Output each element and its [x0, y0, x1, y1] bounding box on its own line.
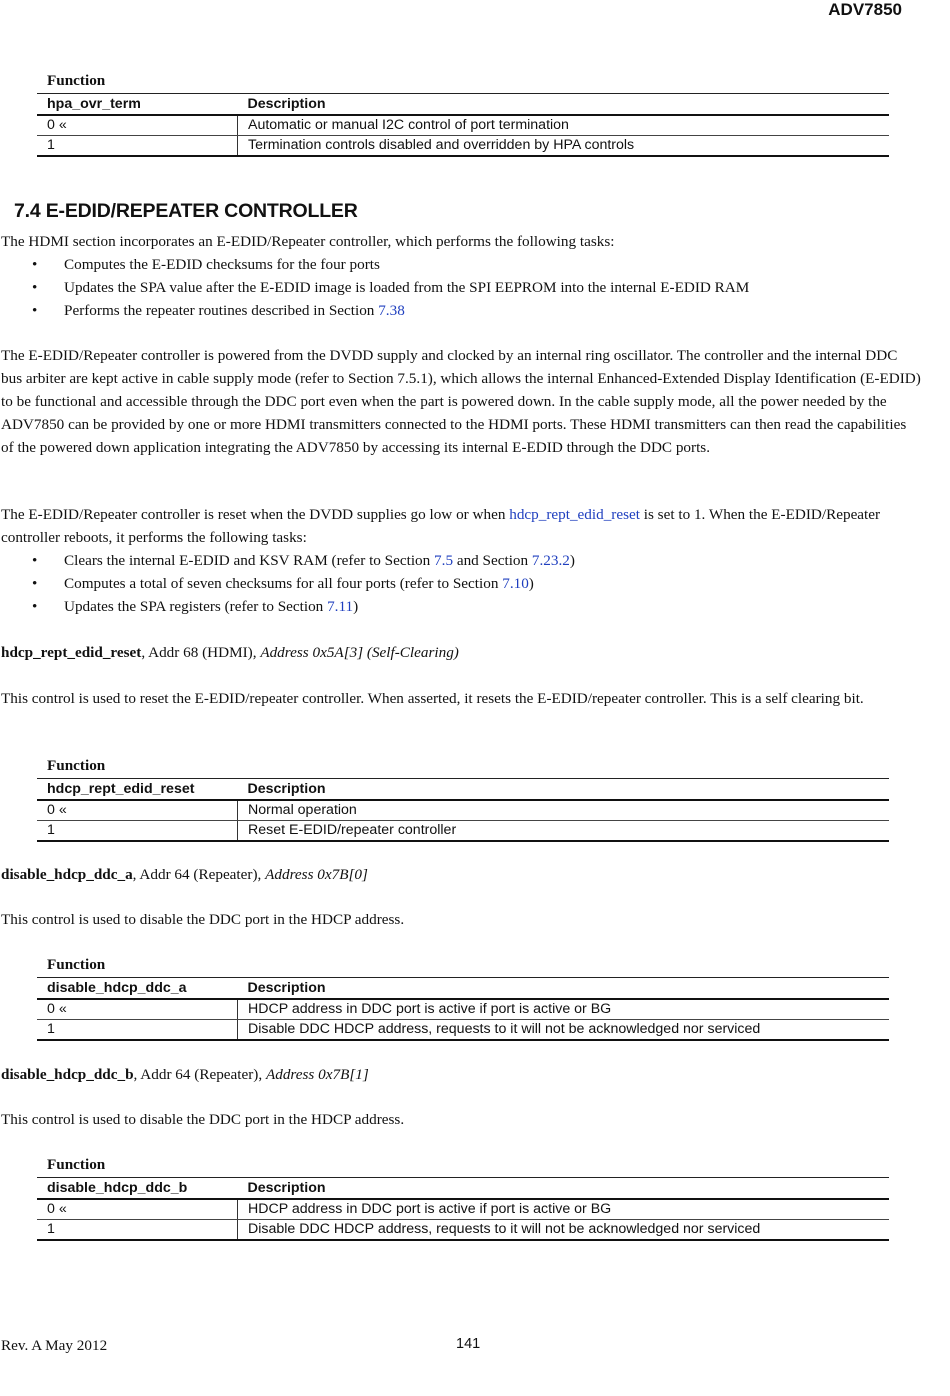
- table-cell-description: Disable DDC HDCP address, requests to it will not be acknowledged nor serviced: [238, 1020, 890, 1041]
- disable-hdcp-ddc-a-table: [37, 977, 889, 1041]
- list-item: • Computes the E-EDID checksums for the four ports: [32, 253, 380, 276]
- register-title: hdcp_rept_edid_reset, Addr 68 (HDMI), Address 0x5A[3] (Self-Clearing): [1, 644, 459, 661]
- function-label: Function: [47, 1156, 106, 1173]
- paragraph: The E-EDID/Repeater controller is powered from the DVDD supply and clocked by an internal ring oscillator. The controller and the internal DDC bus arbiter are kept active in cable supply mode (refer to Section 7.5.1), which allows the internal Enhanced-Extended Display Identification (E-EDID) to be functional and accessible through the DDC port even when the part is powered down. In the cable supply mode, all the power needed by the ADV7850 can be provided by one or more HDMI transmitters connected to the HDMI ports. These HDMI transmitters can then read the capabilities of the powered down application integrating the ADV7850 by accessing its internal E-EDID through the DDC ports.: [1, 347, 921, 456]
- table-header-description: Description: [238, 978, 890, 1000]
- paragraph: The E-EDID/Repeater controller is reset when the DVDD supplies go low or when hdcp_rept_edid_reset is set to 1. When the E-EDID/Repeater controller reboots, it performs the following tasks:: [1, 506, 881, 546]
- bullet-icon: •: [32, 302, 38, 319]
- table-cell-value: 1: [37, 821, 238, 842]
- document-title: ADV7850: [828, 0, 902, 19]
- section-heading: 7.4 E-EDID/REPEATER CONTROLLER: [14, 200, 358, 222]
- bullet-icon: •: [32, 256, 38, 273]
- bullet-icon: •: [32, 575, 38, 592]
- list-item: • Clears the internal E-EDID and KSV RAM (refer to Section 7.5 and Section 7.23.2): [32, 549, 575, 572]
- table-cell-description: HDCP address in DDC port is active if port is active or BG: [238, 1199, 890, 1220]
- register-link[interactable]: hdcp_rept_edid_reset: [509, 506, 640, 523]
- table-cell-description: Automatic or manual I2C control of port termination: [238, 115, 890, 136]
- table-cell-value: 1: [37, 136, 238, 157]
- list-item: • Computes a total of seven checksums for all four ports (refer to Section 7.10): [32, 572, 534, 595]
- list-item: • Updates the SPA registers (refer to Section 7.11): [32, 595, 358, 618]
- bullet-icon: •: [32, 279, 38, 296]
- table-cell-value: 1: [37, 1020, 238, 1041]
- table-cell-value: 1: [37, 1220, 238, 1241]
- table-cell-description: Reset E-EDID/repeater controller: [238, 821, 890, 842]
- register-description: This control is used to disable the DDC port in the HDCP address.: [1, 1111, 405, 1128]
- table-cell-description: Termination controls disabled and overridden by HPA controls: [238, 136, 890, 157]
- hdcp-rept-edid-reset-table: [37, 778, 889, 842]
- list-item: • Updates the SPA value after the E-EDID image is loaded from the SPI EEPROM into the internal E-EDID RAM: [32, 276, 749, 299]
- table-header-description: Description: [238, 1178, 890, 1200]
- table-cell-description: HDCP address in DDC port is active if port is active or BG: [238, 999, 890, 1020]
- table-header-description: Description: [238, 779, 890, 801]
- register-description: This control is used to disable the DDC port in the HDCP address.: [1, 911, 405, 928]
- table-cell-value: 0 «: [37, 999, 238, 1020]
- function-label: Function: [47, 72, 106, 89]
- bullet-icon: •: [32, 598, 38, 615]
- register-title: disable_hdcp_ddc_a, Addr 64 (Repeater), Address 0x7B[0]: [1, 866, 368, 883]
- section-intro: The HDMI section incorporates an E-EDID/Repeater controller, which performs the following tasks:: [1, 233, 615, 250]
- table-header-description: Description: [238, 94, 890, 116]
- bullet-icon: •: [32, 552, 38, 569]
- table-cell-value: 0 «: [37, 1199, 238, 1220]
- section-link[interactable]: 7.23.2: [531, 552, 570, 569]
- footer-revision: Rev. A May 2012: [1, 1337, 108, 1354]
- table-cell-description: Disable DDC HDCP address, requests to it will not be acknowledged nor serviced: [238, 1220, 890, 1241]
- section-link[interactable]: 7.10: [502, 575, 529, 592]
- page-number: 141: [456, 1336, 481, 1352]
- table-cell-value: 0 «: [37, 115, 238, 136]
- list-item: • Performs the repeater routines described in Section 7.38: [32, 299, 405, 322]
- table-cell-description: Normal operation: [238, 800, 890, 821]
- table-header-field: hdcp_rept_edid_reset: [37, 779, 238, 801]
- section-link[interactable]: 7.11: [327, 598, 354, 615]
- table-header-field: disable_hdcp_ddc_a: [37, 978, 238, 1000]
- table-header-field: disable_hdcp_ddc_b: [37, 1178, 238, 1200]
- disable-hdcp-ddc-b-table: [37, 1177, 889, 1241]
- table-header-field: hpa_ovr_term: [37, 94, 238, 116]
- section-link[interactable]: 7.5: [434, 552, 454, 569]
- register-title: disable_hdcp_ddc_b, Addr 64 (Repeater), Address 0x7B[1]: [1, 1066, 369, 1083]
- section-link[interactable]: 7.38: [378, 302, 405, 319]
- function-label: Function: [47, 956, 106, 973]
- table-cell-value: 0 «: [37, 800, 238, 821]
- hpa-ovr-term-table: [37, 93, 889, 157]
- function-label: Function: [47, 757, 106, 774]
- register-description: This control is used to reset the E-EDID/repeater controller. When asserted, it resets the E-EDID/repeater controller. This is a self clearing bit.: [1, 690, 864, 707]
